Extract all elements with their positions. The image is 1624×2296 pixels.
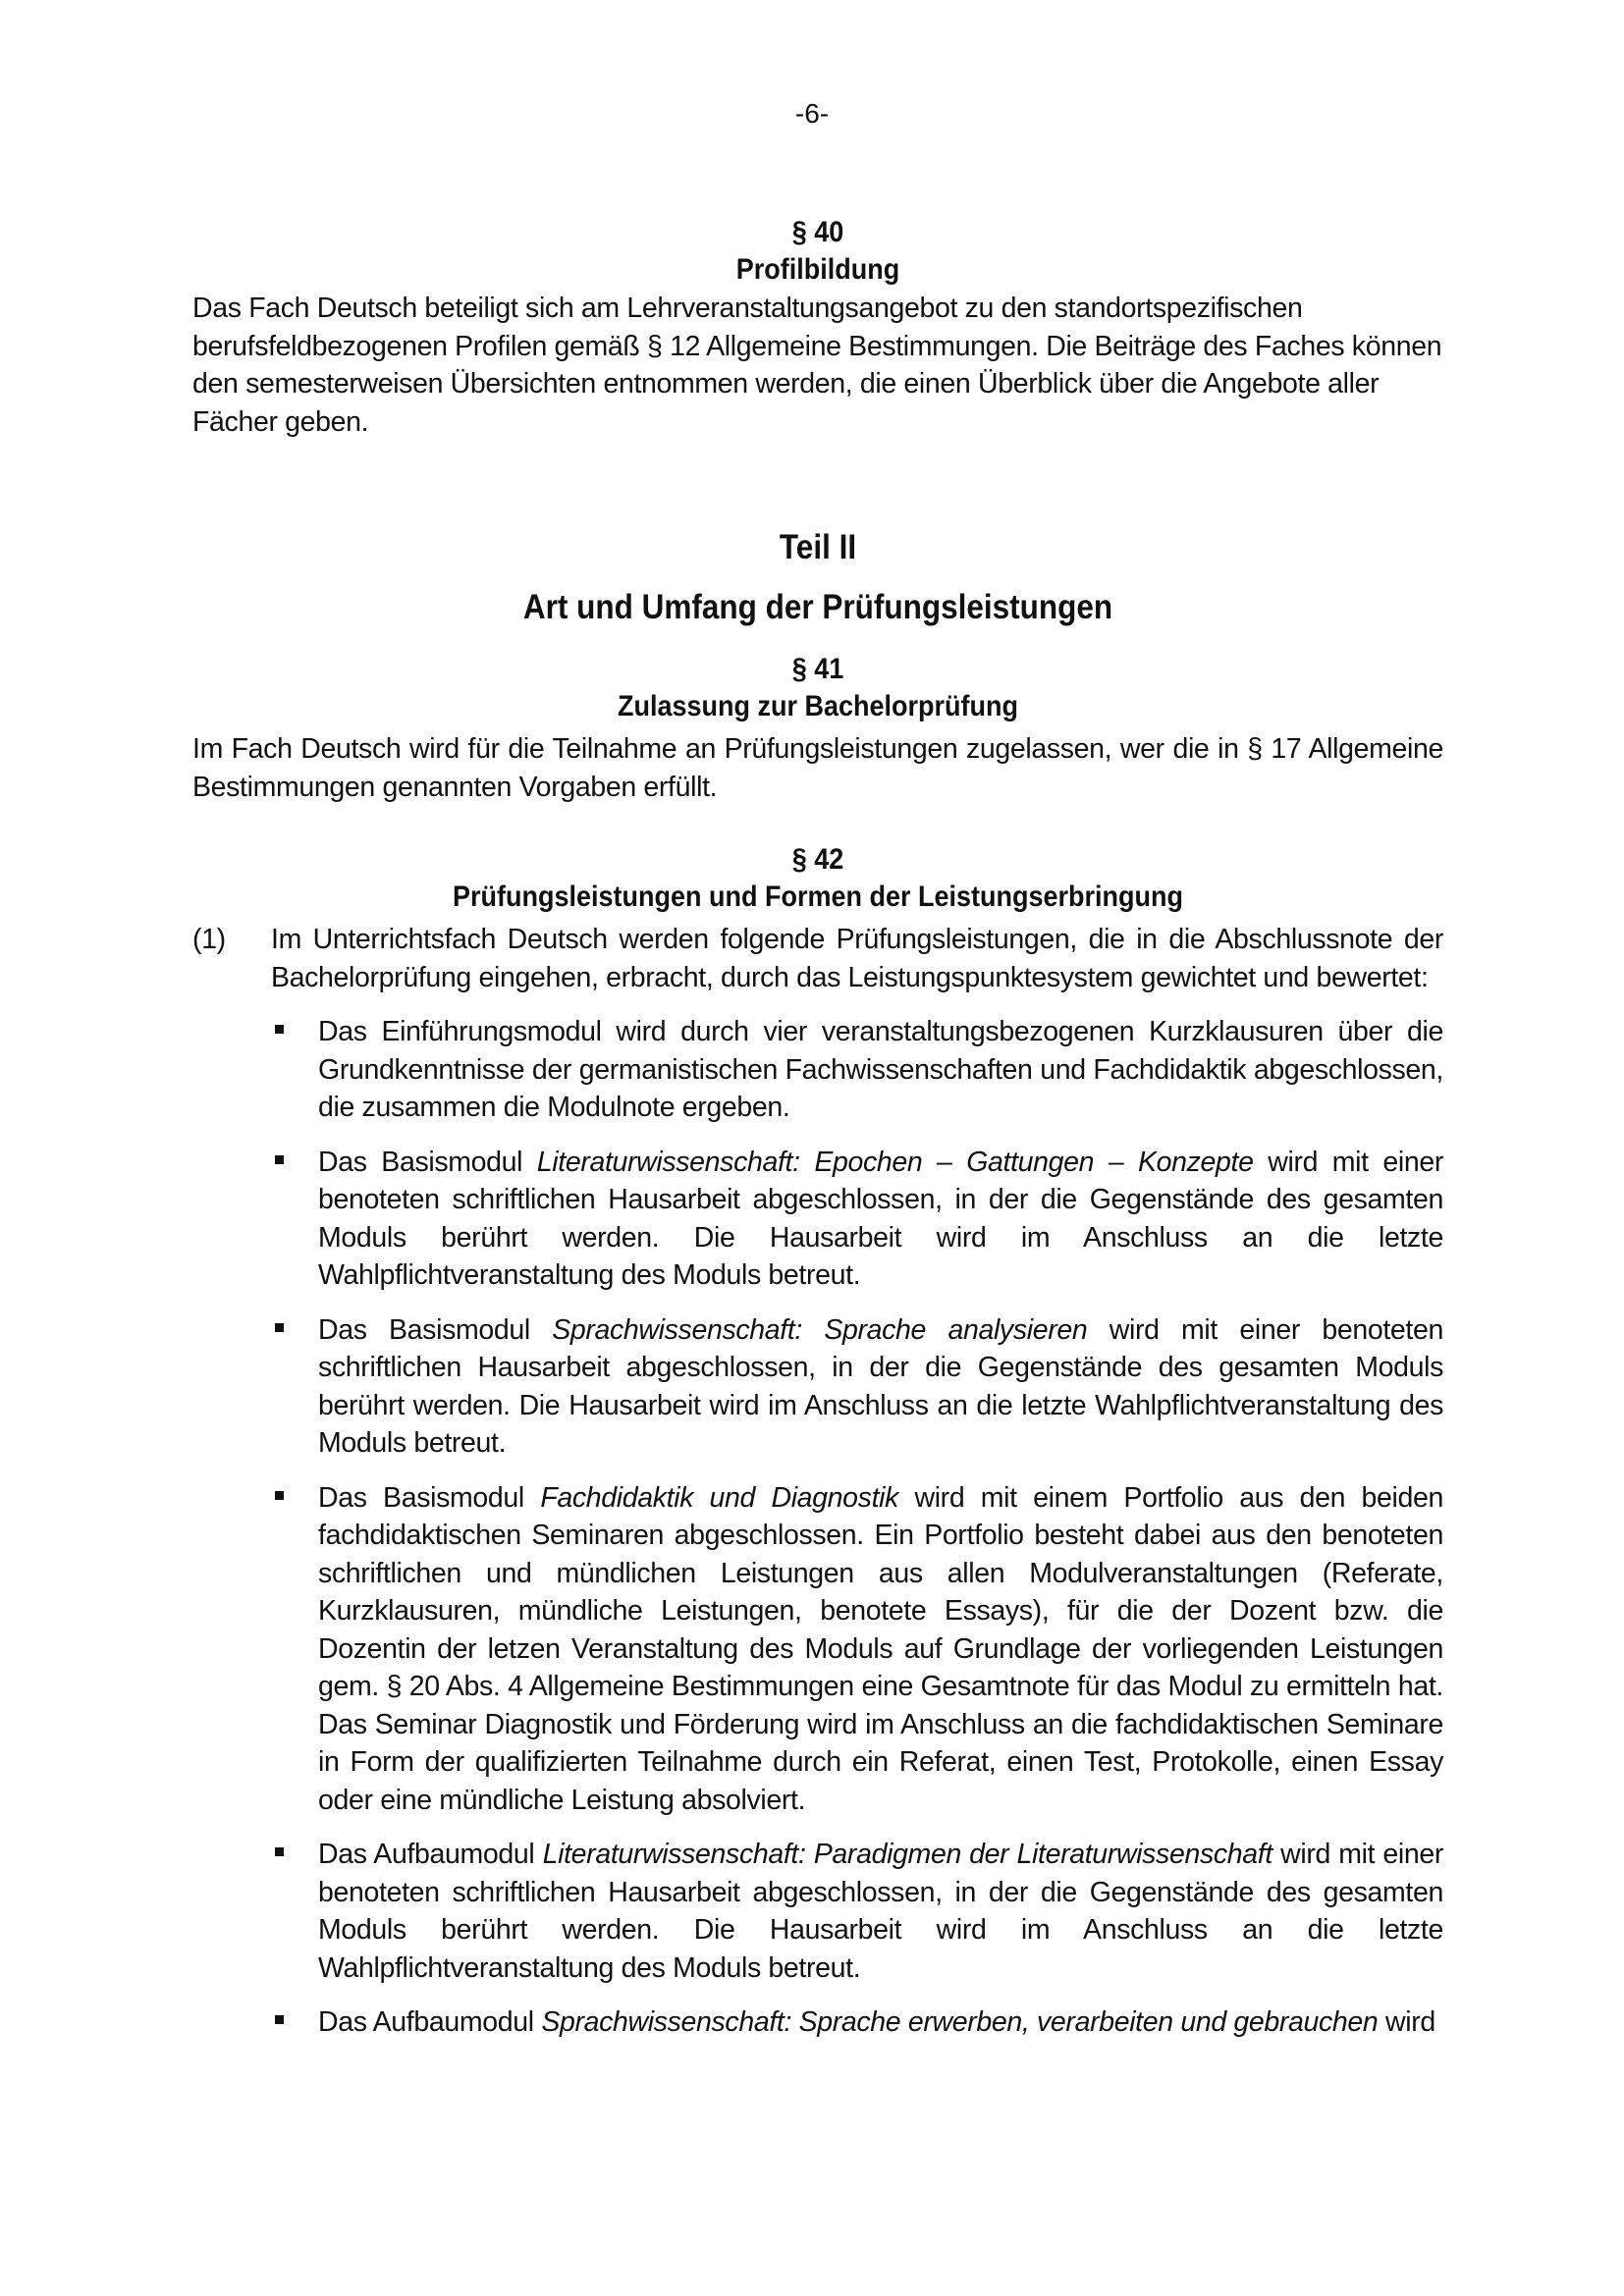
bullet-item: Das Einführungsmodul wird durch vier veranstaltungsbezogenen Kurzklausuren über die Grundkenntnisse der germanistischen Fachwissenschaften und Fachdidaktik abgeschlossen, die zusammen die Modulnote ergeben. <box>271 1013 1443 1127</box>
section-41-number: § 41 <box>791 653 844 685</box>
square-bullet-icon <box>275 2015 284 2024</box>
bullet-item: Das Basismodul Literaturwissenschaft: Epochen – Gattungen – Konzepte wird mit einer benoteten schriftlichen Hausarbeit abgeschlossen, in der die Gegenstände des gesamten Moduls berührt werden. Die Hausarbeit wird im Anschluss an die letzte Wahlpflichtveranstaltung des Moduls betreut. <box>271 1144 1443 1295</box>
module-name: Sprachwissenschaft: Sprache analysieren <box>552 1313 1088 1346</box>
square-bullet-icon <box>275 1491 284 1500</box>
module-name: Fachdidaktik und Diagnostik <box>540 1481 899 1514</box>
section-41-text: Im Fach Deutsch wird für die Teilnahme an Prüfungsleistungen zugelassen, wer die in § 17 Allgemeine Bestimmungen genannten Vorgaben erfüllt. <box>192 733 1443 803</box>
square-bullet-icon <box>275 1155 284 1164</box>
square-bullet-icon <box>275 1025 284 1034</box>
section-42-number: § 42 <box>791 843 844 876</box>
module-name: Literaturwissenschaft: Epochen – Gattungen – Konzepte <box>536 1146 1254 1178</box>
bullet-item: Das Basismodul Fachdidaktik und Diagnostik wird mit einem Portfolio aus den beiden fachdidaktischen Seminaren abgeschlossen. Ein Portfolio besteht dabei aus den benoteten schriftlichen und mündlichen Leistungen aus allen Modulveranstaltungen (Referate, Kurzklausuren, mündliche Leistungen, benotete Essays), für die der Dozent bzw. die Dozentin der letzen Veranstaltung des Moduls auf Grundlage der vorliegenden Leistungen gem. § 20 Abs. 4 Allgemeine Bestimmungen eine Gesamtnote für das Modul zu ermitteln hat. Das Seminar Diagnostik und Förderung wird im Anschluss an die fachdidaktischen Seminare in Form der qualifizierten Teilnahme durch ein Referat, einen Test, Protokolle, einen Essay oder eine mündliche Leistung absolviert. <box>271 1479 1443 1820</box>
enumerated-paragraph-number: (1) <box>192 924 226 955</box>
module-name: Literaturwissenschaft: Paradigmen der Literaturwissenschaft <box>542 1839 1272 1870</box>
section-40-text: Das Fach Deutsch beteiligt sich am Lehrveranstaltungsangebot zu den standortspezifischen berufsfeldbezogenen Profilen gemäß § 12 Allgemeine Bestimmungen. Die Beiträge des Faches können den semesterweisen Übersichten entnommen werden, die einen Überblick über die Angebote aller Fächer geben. <box>192 293 1442 438</box>
square-bullet-icon <box>275 1323 284 1332</box>
enumerated-paragraph-text: Im Unterrichtsfach Deutsch werden folgende Prüfungsleistungen, die in die Abschlussnote der Bachelorprüfung eingehen, erbracht, durch das Leistungspunktesystem gewichtet und bewertet: <box>271 924 1443 993</box>
exam-bullet-list <box>192 1013 1443 2042</box>
page-number: -6- <box>794 98 830 129</box>
part-2-label: Teil II <box>779 528 857 566</box>
section-40-title: Profilbildung <box>735 253 900 286</box>
section-40-number: § 40 <box>791 216 844 248</box>
section-41-title: Zulassung zur Bachelorprüfung <box>617 690 1019 722</box>
module-name: Sprachwissenschaft: Sprache erwerben, verarbeiten und gebrauchen <box>541 2006 1379 2038</box>
part-2-title: Art und Umfang der Prüfungsleistungen <box>522 588 1113 626</box>
bullet-item: Das Basismodul Sprachwissenschaft: Sprache analysieren wird mit einer benoteten schriftlichen Hausarbeit abgeschlossen, in der die Gegenstände des gesamten Moduls berührt werden. Die Hausarbeit wird im Anschluss an die letzte Wahlpflichtveranstaltung des Moduls betreut. <box>271 1311 1443 1463</box>
document-body <box>192 214 1443 2058</box>
enumerated-paragraph-1 <box>192 921 1443 996</box>
bullet-item: Das Aufbaumodul Sprachwissenschaft: Sprache erwerben, verarbeiten und gebrauchen wird <box>271 2003 1443 2042</box>
square-bullet-icon <box>275 1847 284 1856</box>
section-42-title: Prüfungsleistungen und Formen der Leistungserbringung <box>452 881 1184 913</box>
bullet-item: Das Aufbaumodul Literaturwissenschaft: Paradigmen der Literaturwissenschaft wird mit einer benoteten schriftlichen Hausarbeit abgeschlossen, in der die Gegenstände des gesamten Moduls berührt werden. Die Hausarbeit wird im Anschluss an die letzte Wahlpflichtveranstaltung des Moduls betreut. <box>271 1836 1443 1987</box>
